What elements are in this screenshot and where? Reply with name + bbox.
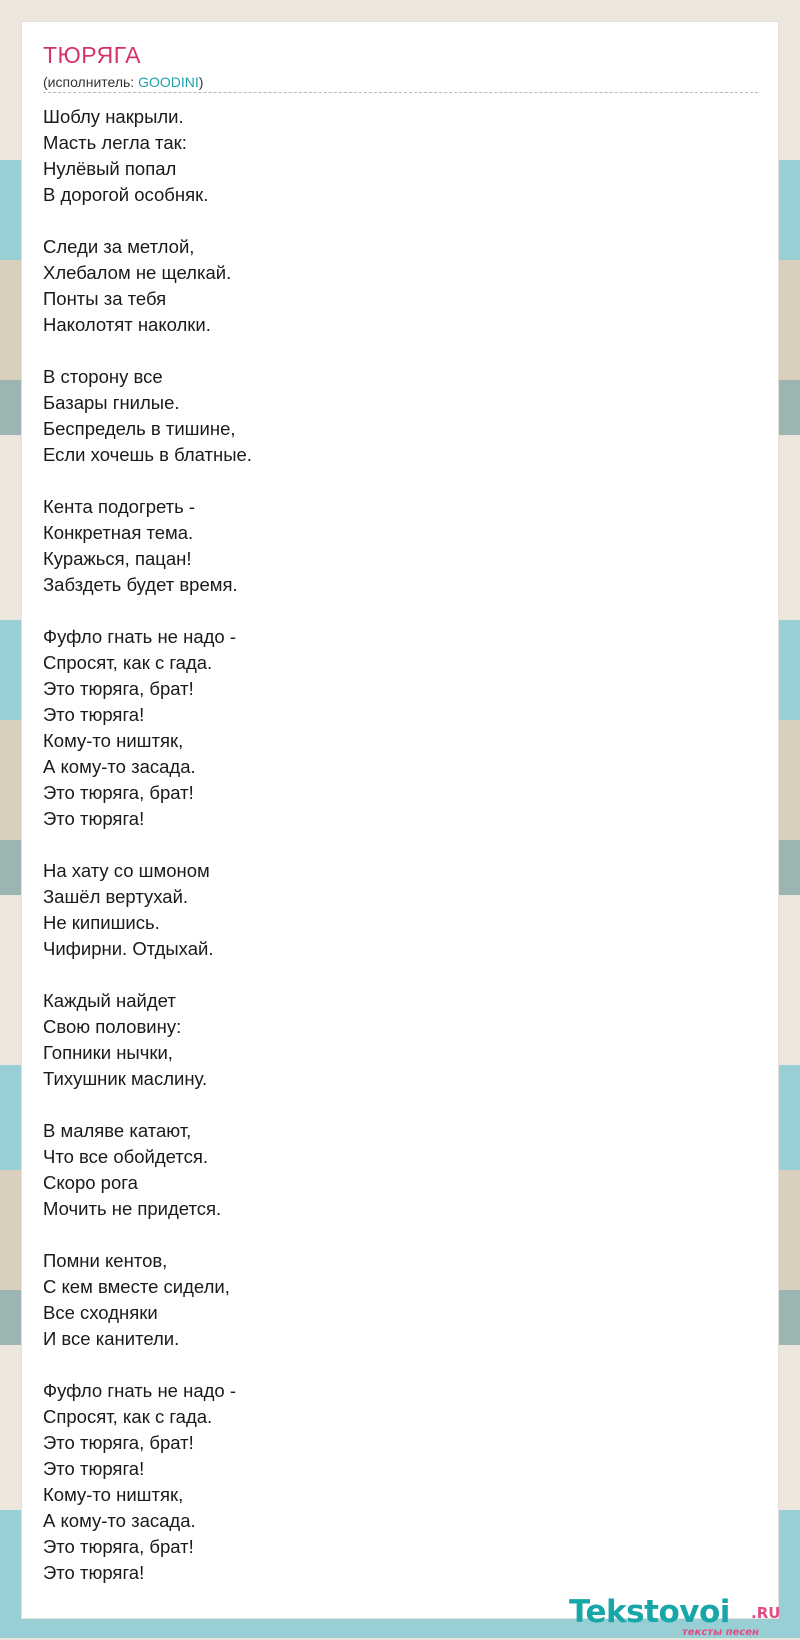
lyric-line: Все сходняки (43, 1302, 158, 1323)
lyric-line: Забздеть будет время. (43, 574, 238, 595)
lyric-line: А кому-то засада. (43, 1510, 196, 1531)
lyric-line: А кому-то засада. (43, 756, 196, 777)
lyric-line: Наколотят наколки. (43, 314, 211, 335)
lyric-line: Это тюряга! (43, 808, 145, 829)
lyric-line: В маляве катают, (43, 1120, 192, 1141)
lyric-line: И все канители. (43, 1328, 180, 1349)
brand-name: Tekstovoi (569, 1594, 730, 1630)
lyric-line: Зашёл вертухай. (43, 886, 189, 907)
brand-tagline: тексты песен (682, 1627, 759, 1638)
stanza-break (43, 832, 252, 858)
lyric-line: Что все обойдется. (43, 1146, 208, 1167)
lyric-line: Беспредель в тишине, (43, 418, 236, 439)
lyric-line: В дорогой особняк. (43, 184, 209, 205)
artist-line (43, 74, 203, 90)
stanza-break (43, 338, 252, 364)
lyric-line: Скоро рога (43, 1172, 138, 1193)
lyric-line: Это тюряга, брат! (43, 678, 194, 699)
lyric-line: Кому-то ништяк, (43, 1484, 184, 1505)
lyric-line: Свою половину: (43, 1016, 182, 1037)
lyric-line: Базары гнилые. (43, 392, 180, 413)
lyric-line: Это тюряга, брат! (43, 1432, 194, 1453)
lyric-line: Это тюряга! (43, 704, 145, 725)
lyrics-card (21, 21, 781, 1638)
lyric-line: Хлебалом не щелкай. (43, 262, 232, 283)
lyric-line: Это тюряга, брат! (43, 1536, 194, 1557)
lyric-line: Чифирни. Отдыхай. (43, 938, 214, 959)
lyric-line: Это тюряга! (43, 1458, 145, 1479)
title-divider (43, 92, 758, 93)
stanza-break (43, 1092, 252, 1118)
lyric-line: Следи за метлой, (43, 236, 195, 257)
lyric-line: Шоблу накрыли. (43, 106, 184, 127)
stanza-break (43, 1352, 252, 1378)
lyric-line: На хату со шмоном (43, 860, 210, 881)
lyric-line: Гопники нычки, (43, 1042, 173, 1063)
artist-prefix: (исполнитель: (43, 74, 139, 90)
song-title: ТЮРЯГА (43, 42, 141, 68)
tekstovoi-logo[interactable] (569, 1594, 799, 1640)
lyric-line: Масть легла так: (43, 132, 187, 153)
stanza-break (43, 598, 252, 624)
lyric-line: С кем вместе сидели, (43, 1276, 230, 1297)
lyric-line: Конкретная тема. (43, 522, 194, 543)
lyric-line: Если хочешь в блатные. (43, 444, 252, 465)
lyric-line: Куражься, пацан! (43, 548, 192, 569)
lyric-line: Фуфло гнать не надо - (43, 1380, 236, 1401)
lyrics-text (43, 104, 252, 1586)
lyric-line: Фуфло гнать не надо - (43, 626, 236, 647)
stanza-break (43, 962, 252, 988)
lyric-line: Кента подогреть - (43, 496, 196, 517)
lyric-line: Помни кентов, (43, 1250, 168, 1271)
stanza-break (43, 208, 252, 234)
lyric-line: Спросят, как с гада. (43, 652, 213, 673)
stanza-break (43, 1222, 252, 1248)
artist-suffix: ) (198, 74, 204, 90)
artist-link[interactable]: GOODINI (138, 74, 199, 90)
lyric-line: В сторону все (43, 366, 163, 387)
stanza-break (43, 468, 252, 494)
lyric-line: Спросят, как с гада. (43, 1406, 213, 1427)
lyric-line: Мочить не придется. (43, 1198, 222, 1219)
lyric-line: Это тюряга, брат! (43, 782, 194, 803)
lyric-line: Нулёвый попал (43, 158, 177, 179)
lyric-line: Это тюряга! (43, 1562, 145, 1583)
lyric-line: Кому-то ништяк, (43, 730, 184, 751)
lyric-line: Понты за тебя (43, 288, 167, 309)
lyric-line: Тихушник маслину. (43, 1068, 208, 1089)
lyric-line: Каждый найдет (43, 990, 176, 1011)
brand-tld: .RU (751, 1604, 781, 1622)
lyric-line: Не кипишись. (43, 912, 160, 933)
